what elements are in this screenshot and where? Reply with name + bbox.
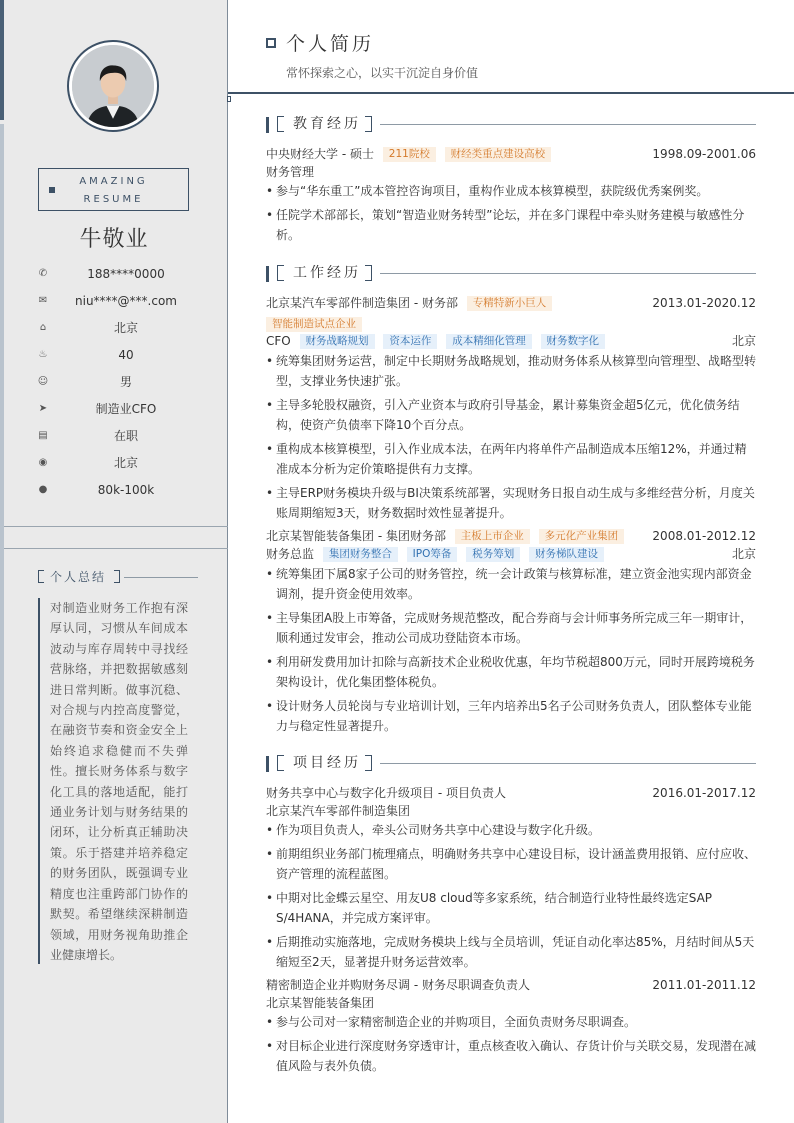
info-city <box>36 316 196 342</box>
role: CFO <box>266 334 291 348</box>
list-item: • 设计财务人员轮岗与专业培训计划，三年内培养出5名子公司财务负责人，团队整体专业能力与稳定性显著提升。 <box>266 696 756 736</box>
summary-title: 个人总结 <box>50 570 107 584</box>
city: 北京 <box>731 334 756 348</box>
project-org-row <box>266 994 756 1012</box>
skill-tag: 成本精细化管理 <box>446 334 532 349</box>
list-item: • 主导集团A股上市筹备，完成财务规范整改，配合券商与会计师事务所完成三年一期审计，顺利通过发审会，推动公司成功登陆资本市场。 <box>266 608 756 648</box>
project-org-row <box>266 802 756 820</box>
location-icon: ◉ <box>38 457 48 468</box>
tag: 多元化产业集团 <box>539 529 625 544</box>
smile-icon: ☺ <box>37 376 49 387</box>
school: 中央财经大学 - 硕士 <box>266 147 374 161</box>
role: 财务总监 <box>266 547 315 561</box>
info-value: 在职 <box>113 429 138 443</box>
job-header <box>266 527 756 545</box>
skill-tag: IPO筹备 <box>407 547 458 562</box>
education-header <box>266 145 756 163</box>
send-icon: ➤ <box>38 403 48 414</box>
date: 2013.01-2020.12 <box>652 296 756 310</box>
info-value: 188****0000 <box>87 267 165 281</box>
job-role-row <box>266 545 756 563</box>
divider <box>4 526 228 527</box>
title-square-icon <box>266 38 276 48</box>
skill-tag: 财务数字化 <box>541 334 606 349</box>
list-item: • 任院学术部部长，策划“智造业财务转型”论坛，并在多门课程中牵头财务建模与敏感性分析。 <box>266 205 756 245</box>
tag: 智能制造试点企业 <box>266 317 362 332</box>
tag: 财经类重点建设高校 <box>445 147 552 162</box>
badge-line-1: AMAZING <box>79 176 148 187</box>
list-item: • 主导ERP财务模块升级与BI决策系统部署，实现财务日报自动生成与多维经营分析，月度关账周期缩短3天，财务数据时效性显著提升。 <box>266 483 756 523</box>
project-name: 精密制造企业并购财务尽调 - 财务尽职调查负责人 <box>266 978 530 992</box>
city: 北京 <box>731 547 756 561</box>
section-title: 教育经历 <box>293 116 361 132</box>
skill-tag: 税务筹划 <box>466 547 520 562</box>
project-org: 北京某汽车零部件制造集团 <box>266 804 411 818</box>
info-age <box>36 343 196 369</box>
list-item: • 参与“华东重工”成本管控咨询项目，重构作业成本核算模型，获院级优秀案例奖。 <box>266 181 756 201</box>
info-salary <box>36 478 196 504</box>
accent-bar-light <box>0 124 4 1123</box>
skill-tag: 集团财务整合 <box>323 547 398 562</box>
section-title: 工作经历 <box>293 265 361 281</box>
info-value: 男 <box>119 375 132 389</box>
summary-heading <box>38 569 198 585</box>
date: 1998.09-2001.06 <box>652 147 756 161</box>
info-value: 80k-100k <box>97 483 155 497</box>
company: 北京某汽车零部件制造集团 - 财务部 <box>266 296 458 310</box>
money-icon: ● <box>38 484 48 495</box>
info-email <box>36 289 196 315</box>
briefcase-icon: ▤ <box>38 430 48 441</box>
summary-text: 对制造业财务工作抱有深厚认同，习惯从车间成本波动与库存周转中寻找经营脉络，并把数据敏感刻进日常判断。做事沉稳、对合规与内控高度警觉，在融资节奏和资金安全上始终追求稳健而不失弹性。擅长财务体系与数字化工具的落地适配，能打通业务计划与财务结果的闭环，让分析真正辅助决策。乐于搭建并培养稳定的财务团队，既强调专业精度也注重跨部门协作的默契。希望继续深耕制造领域，用财务视角助推企业健康增长。 <box>38 598 188 964</box>
date: 2016.01-2017.12 <box>652 786 756 800</box>
company: 北京某智能装备集团 - 集团财务部 <box>266 529 446 543</box>
skill-tag: 财务战略规划 <box>300 334 375 349</box>
mail-icon: ✉ <box>38 295 48 306</box>
info-value: 制造业CFO <box>95 402 157 416</box>
info-value: 北京 <box>113 321 138 335</box>
info-status <box>36 424 196 450</box>
square-bullet-icon <box>49 187 55 193</box>
amazing-resume-badge <box>38 168 189 211</box>
tag: 专精特新小巨人 <box>467 296 553 311</box>
project-header <box>266 976 756 994</box>
badge-line-2: RESUME <box>83 194 144 205</box>
list-item: • 后期推动实施落地，完成财务模块上线与全员培训，凭证自动化率达85%，月结时间从5天缩短至2天，显著提升财务运营效率。 <box>266 932 756 972</box>
main-content <box>228 0 794 1123</box>
candidate-name: 牛敬业 <box>79 227 149 252</box>
list-item: • 前期组织业务部门梳理痛点，明确财务共享中心建设目标，设计涵盖费用报销、应付应收、资产管理的流程蓝图。 <box>266 844 756 884</box>
tag: 211院校 <box>383 147 436 162</box>
list-item: • 对目标企业进行深度财务穿透审计，重点核查收入确认、存货计价与关联交易，发现潜在减值风险与表外负债。 <box>266 1036 756 1076</box>
home-icon: ⌂ <box>39 322 47 333</box>
major-row <box>266 163 756 181</box>
info-phone <box>36 262 196 288</box>
page-subtitle: 常怀探索之心，以实干沉淀自身价值 <box>286 66 479 80</box>
project-header <box>266 784 756 802</box>
divider <box>4 548 228 549</box>
skill-tag: 资本运作 <box>383 334 437 349</box>
section-title: 项目经历 <box>293 755 361 771</box>
phone-icon: ✆ <box>38 268 48 279</box>
info-value: 40 <box>118 348 134 362</box>
list-item: • 统筹集团下属8家子公司的财务管控，统一会计政策与核算标准，建立资金池实现内部资金调剂，提升资金使用效率。 <box>266 564 756 604</box>
job-header <box>266 294 756 312</box>
project-org: 北京某智能装备集团 <box>266 996 375 1010</box>
section-education <box>266 116 756 134</box>
info-value: 北京 <box>113 456 138 470</box>
list-item: • 主导多轮股权融资，引入产业资本与政府引导基金，累计募集资金超5亿元，优化债务结构，使资产负债率下降10个百分点。 <box>266 395 756 435</box>
major: 财务管理 <box>266 165 315 179</box>
accent-bar <box>0 0 4 120</box>
corner-mark <box>227 96 231 102</box>
list-item: • 利用研发费用加计扣除与高新技术企业税收优惠，年均节税超800万元，同时开展跨境税务架构设计，优化集团整体税负。 <box>266 652 756 692</box>
info-position <box>36 397 196 423</box>
info-value: niu****@***.com <box>75 294 177 308</box>
section-projects <box>266 755 756 773</box>
page-title: 个人简历 <box>286 33 375 55</box>
job-role-row <box>266 332 756 350</box>
date: 2008.01-2012.12 <box>652 529 756 543</box>
tag: 主板上市企业 <box>455 529 530 544</box>
cake-icon: ♨ <box>38 349 48 360</box>
job-tag-row <box>266 315 756 333</box>
list-item: • 参与公司对一家精密制造企业的并购项目，全面负责财务尽职调查。 <box>266 1012 756 1032</box>
avatar <box>67 40 159 132</box>
info-gender <box>36 370 196 396</box>
list-item: • 作为项目负责人，牵头公司财务共享中心建设与数字化升级。 <box>266 820 756 840</box>
list-item: • 统筹集团财务运营，制定中长期财务战略规划，推动财务体系从核算型向管理型、战略型转型，支撑业务快速扩张。 <box>266 351 756 391</box>
date: 2011.01-2011.12 <box>652 978 756 992</box>
project-name: 财务共享中心与数字化升级项目 - 项目负责人 <box>266 786 506 800</box>
list-item: • 重构成本核算模型，引入作业成本法，在两年内将单件产品制造成本压缩12%，并通过精准成本分析为定价策略提供有力支撑。 <box>266 439 756 479</box>
section-work <box>266 265 756 283</box>
info-location <box>36 451 196 477</box>
skill-tag: 财务梯队建设 <box>529 547 604 562</box>
list-item: • 中期对比金蝶云星空、用友U8 cloud等多家系统，结合制造行业特性最终选定SAP S/4HANA，并完成方案评审。 <box>266 888 756 928</box>
sidebar <box>0 0 228 1123</box>
person-portrait-icon <box>72 45 154 127</box>
header-divider <box>228 92 794 94</box>
